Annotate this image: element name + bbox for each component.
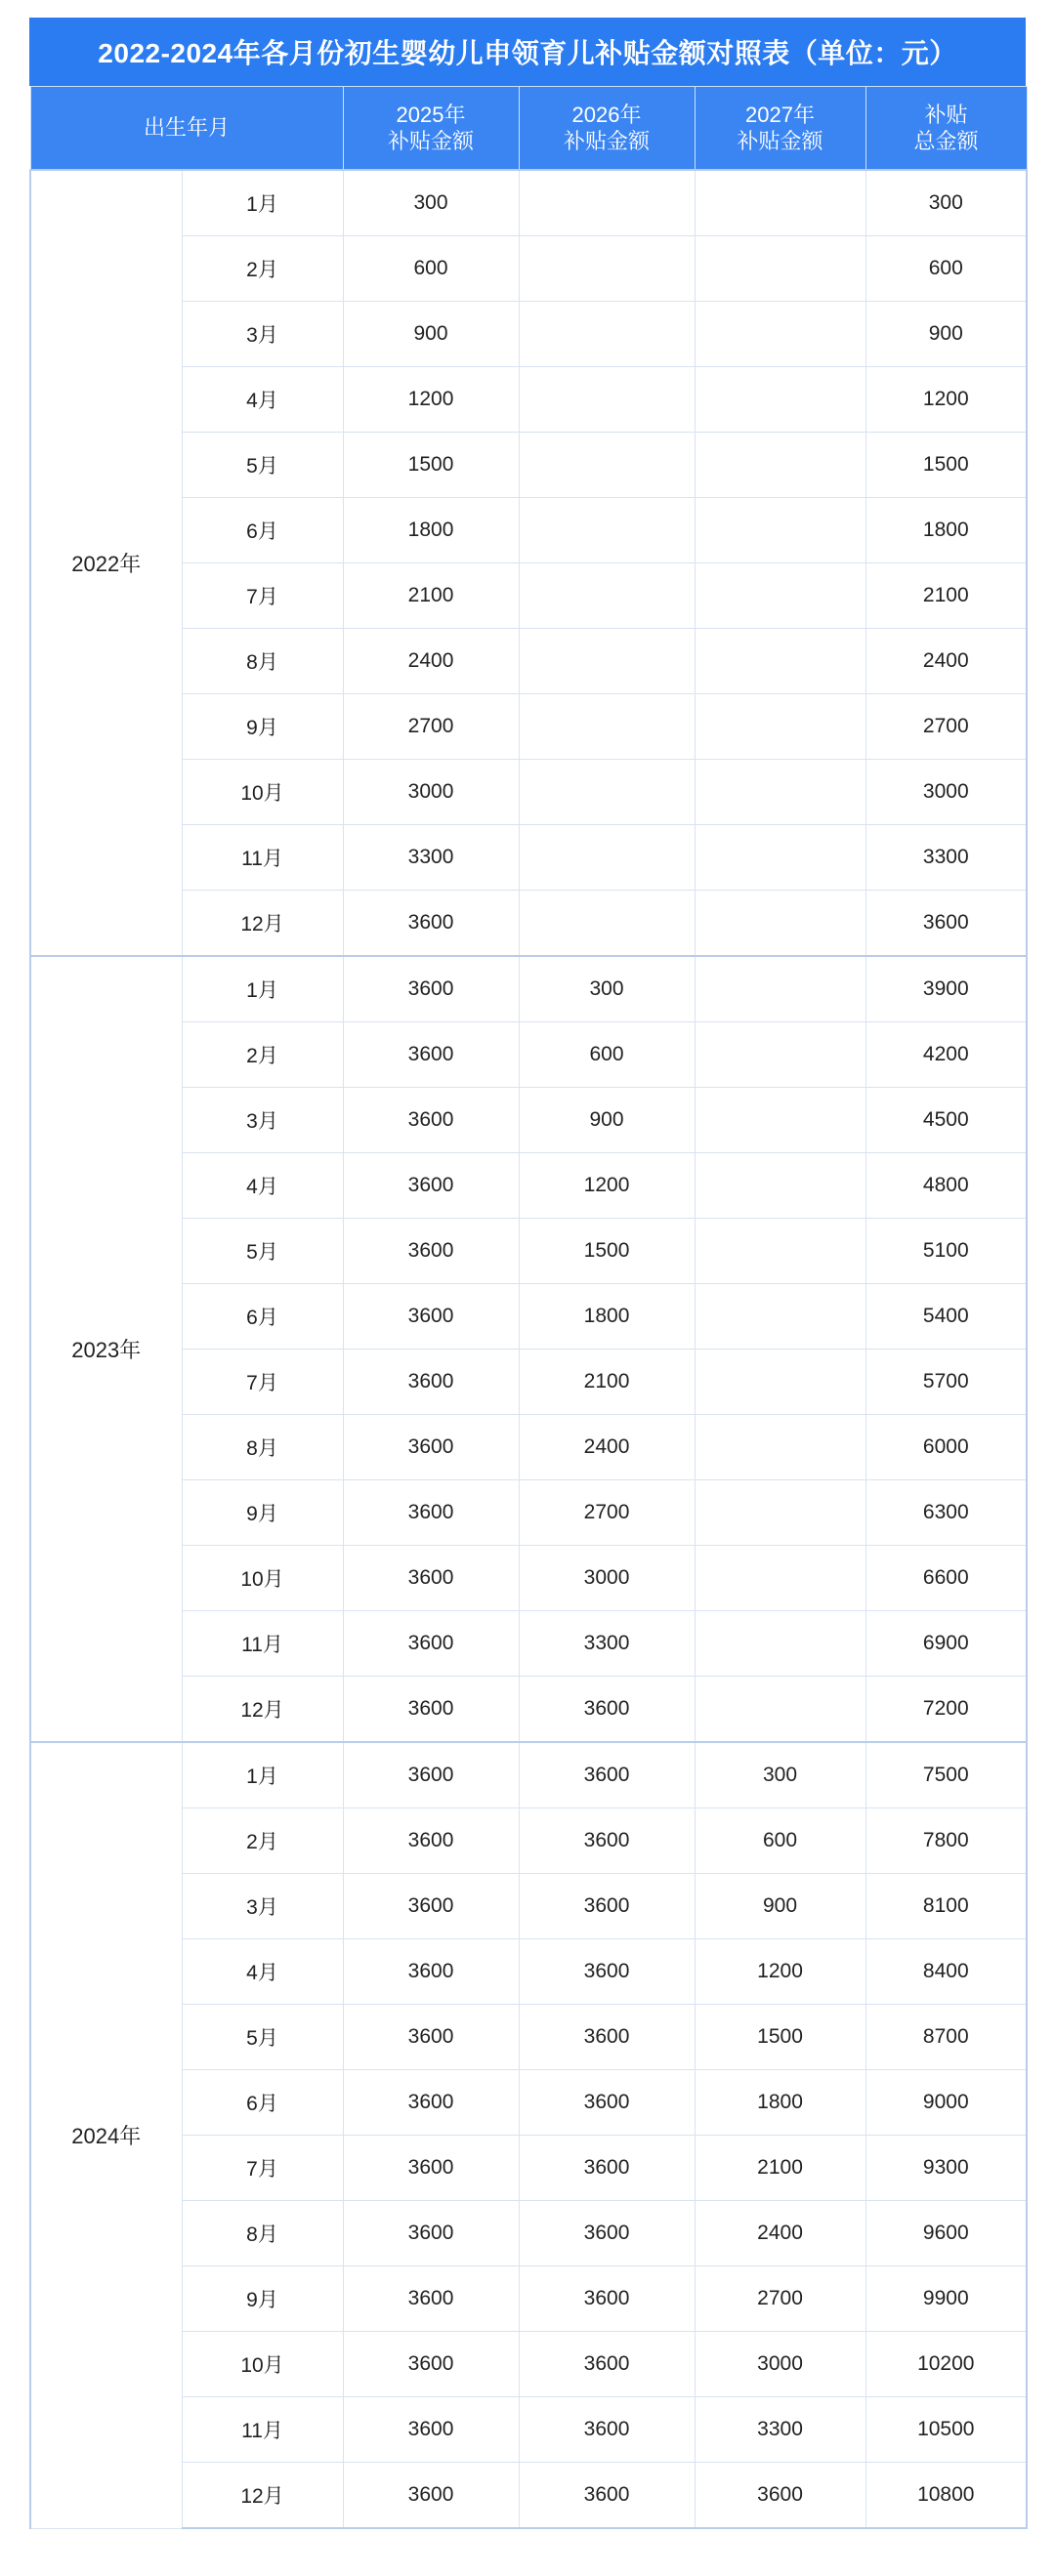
cell-2027-amount [695, 1284, 865, 1350]
cell-2026-amount: 3000 [519, 1546, 695, 1611]
cell-month: 7月 [182, 1350, 343, 1415]
cell-month: 1月 [182, 1742, 343, 1808]
cell-month: 6月 [182, 498, 343, 563]
cell-total-amount: 600 [865, 236, 1027, 302]
cell-2026-amount: 3600 [519, 2201, 695, 2266]
table-row [30, 1742, 1027, 1808]
cell-total-amount: 6000 [865, 1415, 1027, 1480]
cell-2026-amount: 3600 [519, 1677, 695, 1743]
cell-total-amount: 4500 [865, 1088, 1027, 1153]
cell-2027-amount [695, 563, 865, 629]
column-header-2025 [343, 87, 519, 171]
cell-total-amount: 5100 [865, 1219, 1027, 1284]
cell-2026-amount [519, 629, 695, 694]
cell-2025-amount: 2100 [343, 563, 519, 629]
cell-2025-amount: 300 [343, 170, 519, 236]
cell-2026-amount [519, 563, 695, 629]
cell-2027-amount: 300 [695, 1742, 865, 1808]
cell-month: 6月 [182, 2070, 343, 2136]
column-header-2026-line2: 补贴金额 [564, 129, 651, 153]
table-body [30, 170, 1027, 2528]
page-title: 2022-2024年各月份初生婴幼儿申领育儿补贴金额对照表（单位：元） [29, 18, 1026, 86]
cell-2026-amount: 1800 [519, 1284, 695, 1350]
cell-month: 4月 [182, 367, 343, 433]
cell-2027-amount: 3600 [695, 2463, 865, 2529]
cell-2027-amount [695, 1415, 865, 1480]
cell-month: 4月 [182, 1153, 343, 1219]
cell-total-amount: 3300 [865, 825, 1027, 891]
cell-2025-amount: 3600 [343, 1022, 519, 1088]
cell-2025-amount: 3000 [343, 760, 519, 825]
cell-2025-amount: 1800 [343, 498, 519, 563]
column-header-2026 [519, 87, 695, 171]
cell-total-amount: 6600 [865, 1546, 1027, 1611]
cell-2026-amount: 2400 [519, 1415, 695, 1480]
cell-2027-amount [695, 367, 865, 433]
cell-2027-amount [695, 760, 865, 825]
cell-2026-amount: 3600 [519, 2463, 695, 2529]
cell-2027-amount [695, 498, 865, 563]
cell-month: 1月 [182, 170, 343, 236]
cell-total-amount: 900 [865, 302, 1027, 367]
cell-month: 2月 [182, 1808, 343, 1874]
row-group-year: 2022年 [30, 170, 182, 956]
cell-total-amount: 10500 [865, 2397, 1027, 2463]
cell-2025-amount: 1500 [343, 433, 519, 498]
cell-total-amount: 2100 [865, 563, 1027, 629]
cell-month: 2月 [182, 236, 343, 302]
cell-total-amount: 2400 [865, 629, 1027, 694]
cell-total-amount: 1200 [865, 367, 1027, 433]
cell-2027-amount: 1500 [695, 2005, 865, 2070]
cell-2027-amount [695, 629, 865, 694]
cell-2026-amount: 3600 [519, 1939, 695, 2005]
cell-2025-amount: 3600 [343, 1677, 519, 1743]
cell-total-amount: 3000 [865, 760, 1027, 825]
cell-2027-amount [695, 1480, 865, 1546]
cell-2027-amount [695, 825, 865, 891]
cell-total-amount: 7800 [865, 1808, 1027, 1874]
cell-total-amount: 1800 [865, 498, 1027, 563]
cell-2027-amount [695, 1350, 865, 1415]
cell-2027-amount: 900 [695, 1874, 865, 1939]
cell-2027-amount [695, 1153, 865, 1219]
cell-2025-amount: 900 [343, 302, 519, 367]
cell-month: 8月 [182, 1415, 343, 1480]
cell-2026-amount: 3300 [519, 1611, 695, 1677]
cell-total-amount: 10200 [865, 2332, 1027, 2397]
cell-2025-amount: 3600 [343, 2070, 519, 2136]
cell-month: 10月 [182, 2332, 343, 2397]
cell-2026-amount: 3600 [519, 1874, 695, 1939]
column-header-total [865, 87, 1027, 171]
cell-2025-amount: 3600 [343, 2136, 519, 2201]
cell-2026-amount: 3600 [519, 2332, 695, 2397]
table-header [30, 87, 1027, 171]
cell-total-amount: 8100 [865, 1874, 1027, 1939]
cell-month: 9月 [182, 2266, 343, 2332]
cell-month: 9月 [182, 1480, 343, 1546]
cell-2025-amount: 3600 [343, 1284, 519, 1350]
cell-month: 12月 [182, 2463, 343, 2529]
cell-month: 11月 [182, 2397, 343, 2463]
cell-2025-amount: 3600 [343, 1153, 519, 1219]
cell-2025-amount: 3600 [343, 1415, 519, 1480]
column-header-2027-line2: 补贴金额 [737, 129, 823, 153]
cell-total-amount: 2700 [865, 694, 1027, 760]
cell-total-amount: 8700 [865, 2005, 1027, 2070]
cell-month: 12月 [182, 1677, 343, 1743]
cell-2025-amount: 600 [343, 236, 519, 302]
cell-2025-amount: 2400 [343, 629, 519, 694]
cell-2025-amount: 2700 [343, 694, 519, 760]
cell-2025-amount: 3600 [343, 1480, 519, 1546]
cell-2027-amount [695, 956, 865, 1022]
cell-2027-amount [695, 1022, 865, 1088]
cell-2027-amount: 2400 [695, 2201, 865, 2266]
column-header-2025-line2: 补贴金额 [388, 129, 475, 153]
row-group-year: 2023年 [30, 956, 182, 1742]
table-row [30, 170, 1027, 236]
column-header-birth-month-line1: 出生年月 [144, 115, 231, 141]
column-header-2027-line1: 2027年 [745, 102, 815, 127]
cell-2025-amount: 3600 [343, 2005, 519, 2070]
cell-2026-amount: 3600 [519, 2005, 695, 2070]
cell-total-amount: 9900 [865, 2266, 1027, 2332]
cell-month: 5月 [182, 433, 343, 498]
cell-2026-amount: 3600 [519, 1808, 695, 1874]
cell-2026-amount: 3600 [519, 2136, 695, 2201]
cell-2025-amount: 3600 [343, 956, 519, 1022]
cell-2026-amount: 1200 [519, 1153, 695, 1219]
cell-total-amount: 9600 [865, 2201, 1027, 2266]
cell-month: 7月 [182, 2136, 343, 2201]
cell-2026-amount: 3600 [519, 2266, 695, 2332]
cell-2027-amount [695, 1088, 865, 1153]
cell-2027-amount: 1800 [695, 2070, 865, 2136]
cell-2027-amount: 1200 [695, 1939, 865, 2005]
cell-2026-amount: 2100 [519, 1350, 695, 1415]
cell-2025-amount: 3600 [343, 2201, 519, 2266]
header-row [30, 87, 1027, 171]
cell-2026-amount: 300 [519, 956, 695, 1022]
cell-total-amount: 10800 [865, 2463, 1027, 2529]
cell-2026-amount [519, 825, 695, 891]
cell-2027-amount [695, 1219, 865, 1284]
column-header-total-line1: 补贴 [924, 102, 968, 127]
cell-2025-amount: 3600 [343, 891, 519, 957]
cell-2027-amount: 600 [695, 1808, 865, 1874]
cell-2027-amount [695, 1611, 865, 1677]
cell-2025-amount: 3600 [343, 1939, 519, 2005]
cell-total-amount: 1500 [865, 433, 1027, 498]
cell-2026-amount: 3600 [519, 2070, 695, 2136]
cell-month: 1月 [182, 956, 343, 1022]
cell-month: 8月 [182, 629, 343, 694]
cell-2026-amount: 3600 [519, 2397, 695, 2463]
column-header-birth-month [30, 87, 343, 171]
cell-2027-amount [695, 236, 865, 302]
cell-total-amount: 4800 [865, 1153, 1027, 1219]
cell-month: 12月 [182, 891, 343, 957]
cell-2027-amount: 3300 [695, 2397, 865, 2463]
cell-2027-amount [695, 433, 865, 498]
subsidy-comparison-table [29, 86, 1028, 2529]
cell-2025-amount: 3600 [343, 2397, 519, 2463]
row-group-year: 2024年 [30, 1742, 182, 2528]
cell-total-amount: 6900 [865, 1611, 1027, 1677]
cell-total-amount: 5400 [865, 1284, 1027, 1350]
cell-2026-amount [519, 891, 695, 957]
cell-2027-amount [695, 891, 865, 957]
cell-total-amount: 8400 [865, 1939, 1027, 2005]
cell-2025-amount: 3600 [343, 1088, 519, 1153]
cell-month: 11月 [182, 825, 343, 891]
cell-total-amount: 9000 [865, 2070, 1027, 2136]
cell-total-amount: 4200 [865, 1022, 1027, 1088]
cell-2025-amount: 3600 [343, 1611, 519, 1677]
cell-2025-amount: 3600 [343, 1874, 519, 1939]
column-header-2025-line1: 2025年 [396, 102, 466, 127]
cell-2026-amount: 600 [519, 1022, 695, 1088]
cell-2025-amount: 3600 [343, 2332, 519, 2397]
cell-month: 5月 [182, 2005, 343, 2070]
cell-2027-amount [695, 1546, 865, 1611]
cell-2026-amount [519, 367, 695, 433]
cell-2025-amount: 1200 [343, 367, 519, 433]
cell-total-amount: 7500 [865, 1742, 1027, 1808]
cell-month: 6月 [182, 1284, 343, 1350]
cell-total-amount: 3600 [865, 891, 1027, 957]
cell-month: 3月 [182, 1088, 343, 1153]
column-header-total-line2: 总金额 [913, 129, 979, 153]
cell-2026-amount: 2700 [519, 1480, 695, 1546]
cell-2026-amount [519, 170, 695, 236]
cell-2026-amount [519, 302, 695, 367]
cell-2026-amount: 3600 [519, 1742, 695, 1808]
cell-2027-amount: 2100 [695, 2136, 865, 2201]
cell-2026-amount [519, 760, 695, 825]
cell-2025-amount: 3600 [343, 1546, 519, 1611]
cell-month: 9月 [182, 694, 343, 760]
cell-2026-amount: 1500 [519, 1219, 695, 1284]
cell-2027-amount [695, 302, 865, 367]
cell-2027-amount [695, 694, 865, 760]
cell-2026-amount [519, 433, 695, 498]
column-header-2027 [695, 87, 865, 171]
cell-2026-amount [519, 498, 695, 563]
cell-month: 10月 [182, 1546, 343, 1611]
cell-month: 4月 [182, 1939, 343, 2005]
cell-total-amount: 7200 [865, 1677, 1027, 1743]
cell-month: 10月 [182, 760, 343, 825]
cell-total-amount: 300 [865, 170, 1027, 236]
cell-2025-amount: 3600 [343, 1350, 519, 1415]
cell-2025-amount: 3600 [343, 1742, 519, 1808]
cell-2027-amount: 3000 [695, 2332, 865, 2397]
cell-2025-amount: 3600 [343, 1808, 519, 1874]
cell-2025-amount: 3600 [343, 2463, 519, 2529]
cell-month: 8月 [182, 2201, 343, 2266]
cell-month: 2月 [182, 1022, 343, 1088]
column-header-2026-line1: 2026年 [571, 102, 642, 127]
cell-month: 3月 [182, 302, 343, 367]
cell-2026-amount [519, 236, 695, 302]
cell-month: 3月 [182, 1874, 343, 1939]
cell-total-amount: 9300 [865, 2136, 1027, 2201]
cell-2027-amount [695, 170, 865, 236]
cell-2026-amount: 900 [519, 1088, 695, 1153]
cell-month: 5月 [182, 1219, 343, 1284]
cell-2027-amount [695, 1677, 865, 1743]
cell-2026-amount [519, 694, 695, 760]
cell-2027-amount: 2700 [695, 2266, 865, 2332]
cell-2025-amount: 3600 [343, 1219, 519, 1284]
cell-month: 7月 [182, 563, 343, 629]
cell-2025-amount: 3300 [343, 825, 519, 891]
cell-2025-amount: 3600 [343, 2266, 519, 2332]
cell-total-amount: 3900 [865, 956, 1027, 1022]
cell-month: 11月 [182, 1611, 343, 1677]
cell-total-amount: 5700 [865, 1350, 1027, 1415]
cell-total-amount: 6300 [865, 1480, 1027, 1546]
table-row [30, 956, 1027, 1022]
